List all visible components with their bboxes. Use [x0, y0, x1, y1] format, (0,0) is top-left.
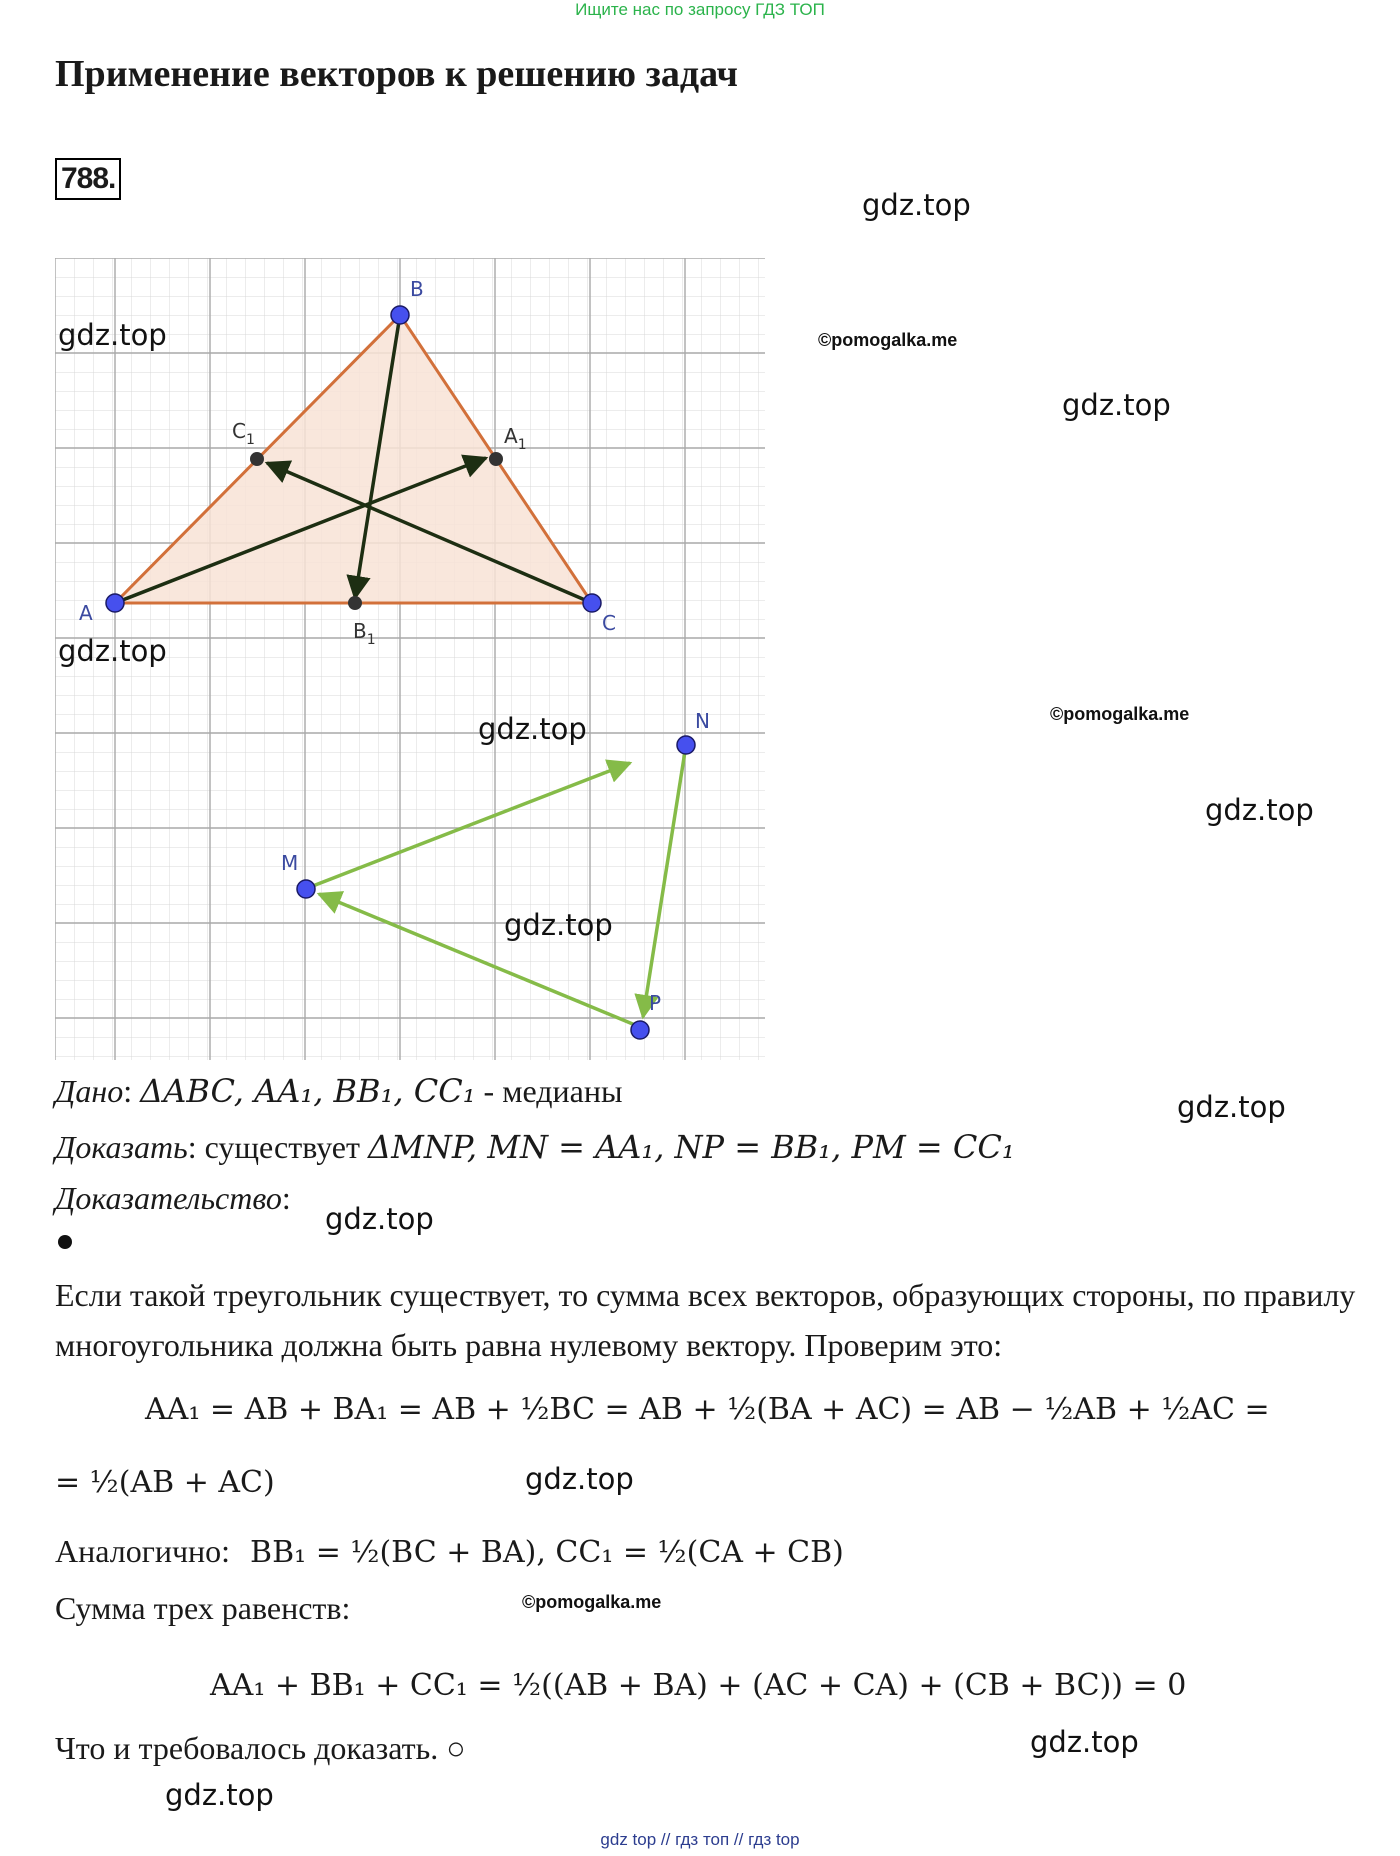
label-b: B	[410, 277, 424, 301]
point-c1	[250, 452, 264, 466]
label-c1: $C_1$	[232, 419, 255, 448]
given-line	[55, 1072, 622, 1110]
proof-label: Доказательство	[55, 1180, 282, 1216]
watermark: gdz.top	[478, 712, 587, 746]
equation-aa1-result: = ½(AB + AC)	[55, 1465, 275, 1500]
proof-paragraph: Если такой треугольник существует, то сумма всех векторов, образующих стороны, по правилу многоугольника должна быть равна нулевому вектору. Проверим это:	[55, 1277, 1356, 1363]
point-b1	[348, 596, 362, 610]
analog-label: Аналогично:	[55, 1533, 231, 1569]
bullet-icon	[58, 1235, 72, 1249]
conclusion: Что и требовалось доказать. ○	[55, 1730, 466, 1766]
point-n	[677, 736, 695, 754]
watermark: gdz.top	[862, 188, 971, 222]
copyright-mark: ©pomogalka.me	[818, 330, 958, 350]
watermark: gdz.top	[525, 1462, 634, 1496]
page-title: Применение векторов к решению задач	[55, 53, 738, 95]
watermark: gdz.top	[1030, 1725, 1139, 1759]
copyright-mark: ©pomogalka.me	[522, 1592, 662, 1612]
point-a1	[489, 452, 503, 466]
watermark: gdz.top	[58, 634, 167, 668]
given-label: Дано	[55, 1073, 124, 1109]
label-p: P	[649, 991, 662, 1015]
task-number: 788.	[55, 158, 121, 200]
watermark: gdz.top	[1205, 793, 1314, 827]
sum-label: Сумма трех равенств:	[55, 1590, 351, 1626]
footer-links[interactable]: gdz top // гдз топ // гдз top	[600, 1830, 800, 1849]
point-c	[583, 594, 601, 612]
point-a	[106, 594, 124, 612]
sum-equation: AA₁ + BB₁ + CC₁ = ½((AB + BA) + (AC + CA) + (CB + BC)) = 0	[210, 1668, 1187, 1703]
prove-line	[55, 1128, 1015, 1166]
watermark: gdz.top	[58, 318, 167, 352]
proof-sep: :	[281, 1180, 291, 1216]
point-b	[391, 306, 409, 324]
point-m	[297, 880, 315, 898]
equation-aa1: AA₁ = AB + BA₁ = AB + ½BC = AB + ½(BA + AC) = AB − ½AB + ½AC =	[145, 1392, 1270, 1427]
prove-text: существует	[196, 1129, 368, 1165]
label-a: A	[79, 601, 93, 625]
prove-statement: ΔMNP, MN = AA₁, NP = BB₁, PM = CC₁	[367, 1128, 1015, 1166]
label-n: N	[695, 709, 710, 733]
top-banner[interactable]: Ищите нас по запросу ГДЗ ТОП	[575, 0, 825, 19]
prove-label: Доказать	[55, 1129, 188, 1165]
given-tail: - медианы	[475, 1073, 623, 1109]
label-c: C	[602, 611, 616, 635]
prove-sep: :	[187, 1129, 197, 1165]
copyright-mark: ©pomogalka.me	[1050, 704, 1190, 724]
watermark: gdz.top	[504, 908, 613, 942]
watermark: gdz.top	[1062, 388, 1171, 422]
watermark: gdz.top	[165, 1778, 274, 1812]
watermark: gdz.top	[1177, 1090, 1286, 1124]
watermark: gdz.top	[325, 1202, 434, 1236]
proof-line	[55, 1180, 291, 1217]
given-sep: :	[123, 1073, 133, 1109]
label-b1: $B_1$	[353, 619, 376, 648]
label-m: M	[281, 851, 299, 875]
label-a1: $A_1$	[504, 424, 527, 453]
point-p	[631, 1021, 649, 1039]
analog-equation: BB₁ = ½(BC + BA), CC₁ = ½(CA + CB)	[250, 1535, 844, 1570]
given-statement: ΔABC, AA₁, BB₁, CC₁	[140, 1072, 476, 1110]
analog-line	[55, 1533, 844, 1570]
